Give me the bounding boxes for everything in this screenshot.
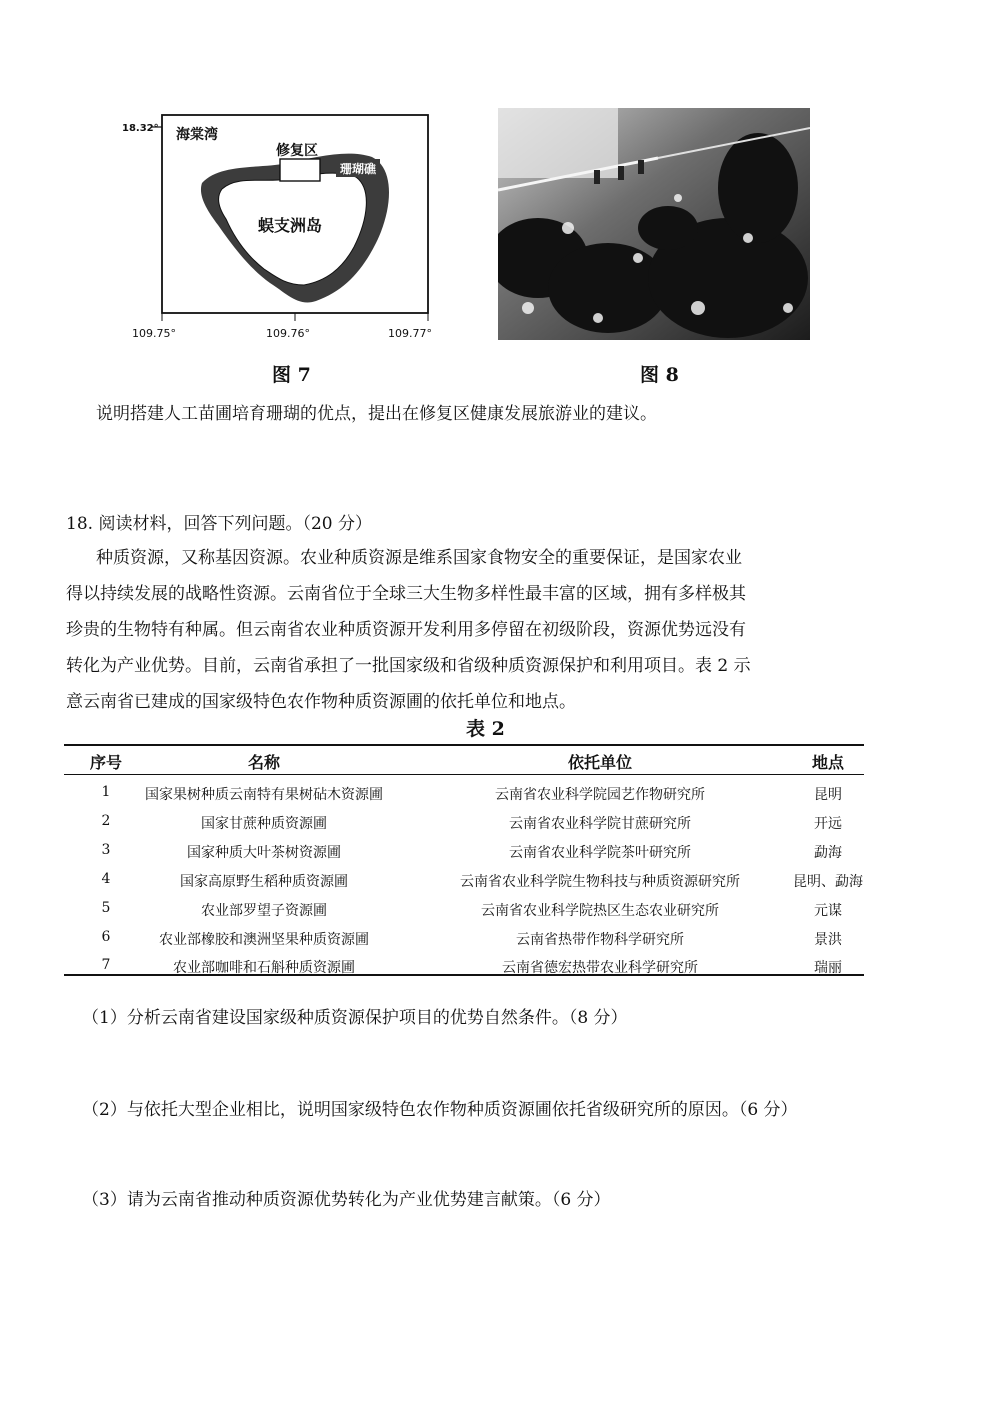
table-cell: 开远 [814,816,842,832]
table-cell: 5 [101,900,111,916]
table-cell: 云南省农业科学院生物科技与种质资源研究所 [460,874,740,890]
table-cell: 国家种质大叶茶树资源圃 [187,845,341,861]
material-line-1: 种质资源，又称基因资源。农业种质资源是维系国家食物安全的重要保证，是国家农业 [96,548,742,568]
question18-header: 18. 阅读材料，回答下列问题。（20 分） [66,514,372,534]
table-cell: 6 [101,929,111,945]
table-cell: 昆明 [814,787,842,803]
table-cell: 2 [101,813,111,829]
material-line-4: 转化为产业优势。目前，云南省承担了一批国家级和省级种质资源保护和利用项目。表 2 示 [66,656,751,676]
header-location: 地点 [811,753,845,772]
figure8-caption: 图 8 [640,364,679,386]
table-cell: 云南省农业科学院热区生态农业研究所 [481,903,719,919]
longitude-label-1: 109.75° [132,327,176,340]
table-cell: 国家甘蔗种质资源圃 [201,816,327,832]
bay-label: 海棠湾 [176,127,218,143]
table-cell: 瑞丽 [814,960,842,976]
table-cell: 国家高原野生稻种质资源圃 [180,874,348,890]
table-cell: 云南省热带作物科学研究所 [516,932,684,948]
table-cell: 云南省农业科学院园艺作物研究所 [495,787,705,803]
header-name: 名称 [247,753,281,772]
table-cell: 农业部罗望子资源圃 [201,903,327,919]
figure8-photo [498,108,810,340]
material-line-3: 珍贵的生物特有种属。但云南省农业种质资源开发利用多停留在初级阶段，资源优势远没有 [66,620,746,640]
restoration-zone [280,159,320,181]
question17-prompt: 说明搭建人工苗圃培育珊瑚的优点，提出在修复区健康发展旅游业的建议。 [96,404,657,424]
material-line-5: 意云南省已建成的国家级特色农作物种质资源圃的依托单位和地点。 [66,692,576,712]
figure7-caption: 图 7 [272,364,311,386]
longitude-label-3: 109.77° [388,327,432,340]
table-cell: 7 [101,957,111,973]
table-cell: 昆明、勐海 [793,874,863,890]
restoration-zone-label: 修复区 [276,143,318,159]
table-cell: 云南省农业科学院甘蔗研究所 [509,816,691,832]
table-cell: 3 [101,842,111,858]
table-cell: 农业部橡胶和澳洲坚果种质资源圃 [159,932,369,948]
table-cell: 元谋 [814,903,842,919]
table-cell: 景洪 [814,932,842,948]
table-cell: 4 [101,871,111,887]
latitude-label: 18.32° [122,123,159,134]
longitude-label-2: 109.76° [266,327,310,340]
table-cell: 云南省农业科学院茶叶研究所 [509,845,691,861]
material-line-2: 得以持续发展的战略性资源。云南省位于全球三大生物多样性最丰富的区域，拥有多样极其 [66,584,746,604]
coral-reef-label: 珊瑚礁 [340,162,377,176]
table-cell: 国家果树种质云南特有果树砧木资源圃 [145,787,383,803]
sub-question-2: （2）与依托大型企业相比，说明国家级特色农作物种质资源圃依托省级研究所的原因。（6 分） [82,1100,798,1120]
table-title: 表 2 [466,718,505,740]
table-cell: 云南省德宏热带农业科学研究所 [502,960,698,976]
header-unit: 依托单位 [567,753,633,772]
table-cell: 农业部咖啡和石斛种质资源圃 [173,960,355,976]
sub-question-1: （1）分析云南省建设国家级种质资源保护项目的优势自然条件。（8 分） [82,1008,628,1028]
figure7-map [110,105,450,345]
sub-question-3: （3）请为云南省推动种质资源优势转化为产业优势建言献策。（6 分） [82,1190,611,1210]
table-cell: 1 [101,784,111,800]
island-label: 蜈支洲岛 [258,216,323,235]
header-index: 序号 [89,753,123,772]
table-cell: 勐海 [814,845,842,861]
